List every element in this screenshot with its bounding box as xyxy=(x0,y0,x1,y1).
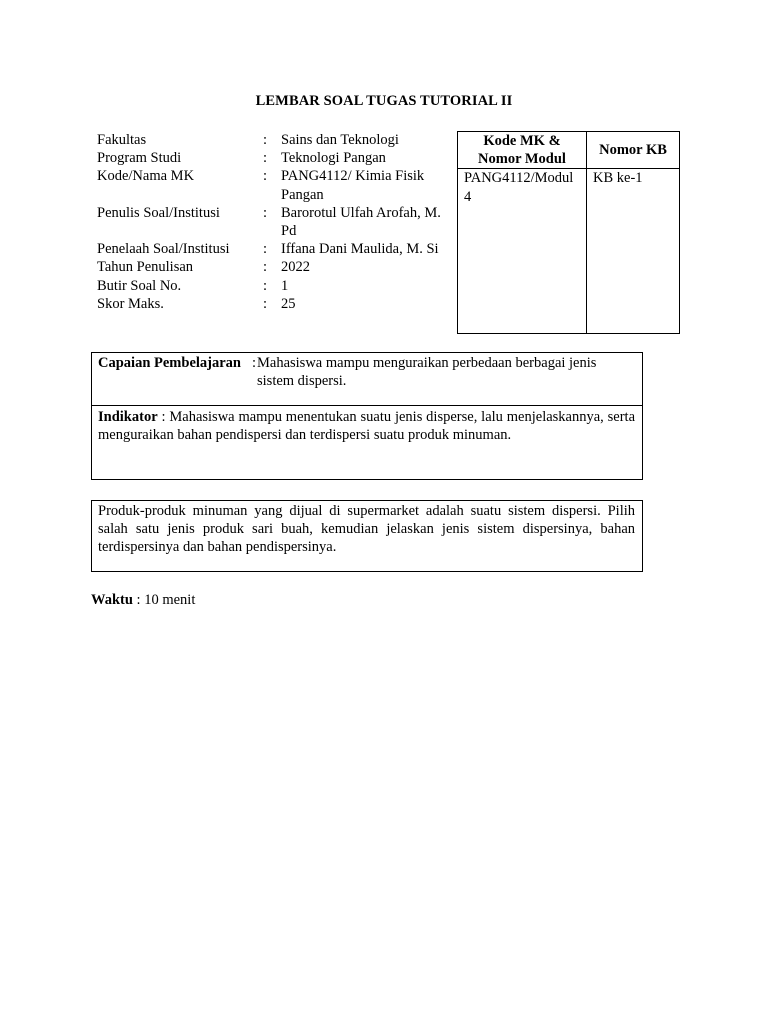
indikator-label: Indikator xyxy=(98,409,158,425)
info-row-skor-maks xyxy=(97,295,446,313)
waktu-value: : 10 menit xyxy=(136,592,196,608)
info-colon: : xyxy=(263,150,268,167)
info-value: PANG4112/ Kimia Fisik Pangan xyxy=(281,168,425,203)
info-block xyxy=(97,131,446,313)
kode-mk-table xyxy=(457,131,680,334)
info-value: Iffana Dani Maulida, M. Si xyxy=(281,241,439,258)
info-label: Program Studi xyxy=(97,150,182,167)
table-row xyxy=(458,169,680,334)
indikator-box xyxy=(91,406,643,480)
header-kode-mk: Kode MK & Nomor Modul xyxy=(458,132,587,169)
info-value: 25 xyxy=(281,295,296,312)
info-colon: : xyxy=(263,132,268,148)
info-colon: : xyxy=(263,295,268,312)
info-row-penelaah-soal xyxy=(97,240,446,258)
info-row-penulis-soal xyxy=(97,204,446,240)
info-colon: : xyxy=(263,204,268,221)
info-value: Barorotul Ulfah Arofah, M. Pd xyxy=(281,204,441,240)
waktu-label: Waktu xyxy=(91,592,133,608)
capaian-box xyxy=(91,352,643,406)
header-nomor-kb: Nomor KB xyxy=(587,132,680,169)
info-label: Skor Maks. xyxy=(97,295,164,312)
document-title: LEMBAR SOAL TUGAS TUTORIAL II xyxy=(255,93,513,109)
indikator-paragraph xyxy=(98,408,635,444)
soal-box xyxy=(91,500,643,572)
indikator-text: : Mahasiswa mampu menentukan suatu jenis disperse, lalu menjelaskannya, serta menguraikan bahan pendispersi dan terdispersi suatu produk minuman. xyxy=(98,409,636,444)
info-colon: : xyxy=(263,259,268,276)
table-header-row xyxy=(458,132,680,169)
info-colon: : xyxy=(263,241,268,258)
capaian-label: Capaian Pembelajaran xyxy=(98,355,241,371)
info-value: 2022 xyxy=(281,259,310,276)
info-row-program-studi xyxy=(97,149,446,167)
info-row-fakultas xyxy=(97,131,446,149)
cell-nomor-kb: KB ke-1 xyxy=(587,169,680,334)
info-label: Penulis Soal/Institusi xyxy=(97,204,220,221)
info-label: Penelaah Soal/Institusi xyxy=(97,241,230,258)
info-colon: : xyxy=(263,277,268,294)
info-label: Butir Soal No. xyxy=(97,277,182,294)
info-value: Teknologi Pangan xyxy=(281,150,386,167)
info-label: Tahun Penulisan xyxy=(97,259,194,276)
info-value: Sains dan Teknologi xyxy=(281,132,399,148)
capaian-text: Mahasiswa mampu menguraikan perbedaan berbagai jenis sistem dispersi. xyxy=(257,355,597,390)
info-row-butir-soal xyxy=(97,277,446,295)
info-colon: : xyxy=(263,168,268,185)
info-row-kode-nama-mk xyxy=(97,167,446,203)
info-label: Kode/Nama MK xyxy=(97,168,195,185)
info-label: Fakultas xyxy=(97,132,147,148)
info-value: 1 xyxy=(281,277,289,294)
capaian-colon: : xyxy=(252,355,257,371)
info-row-tahun-penulisan xyxy=(97,258,446,276)
soal-text: Produk-produk minuman yang dijual di supermarket adalah suatu sistem dispersi. Pilih salah satu jenis produk sari buah, kemudian jelaskan jenis sistem dispersinya, bahan terdispersinya dan bahan pendispersinya. xyxy=(98,503,635,556)
cell-kode-modul: PANG4112/Modul 4 xyxy=(458,169,587,334)
waktu-line xyxy=(91,591,195,609)
